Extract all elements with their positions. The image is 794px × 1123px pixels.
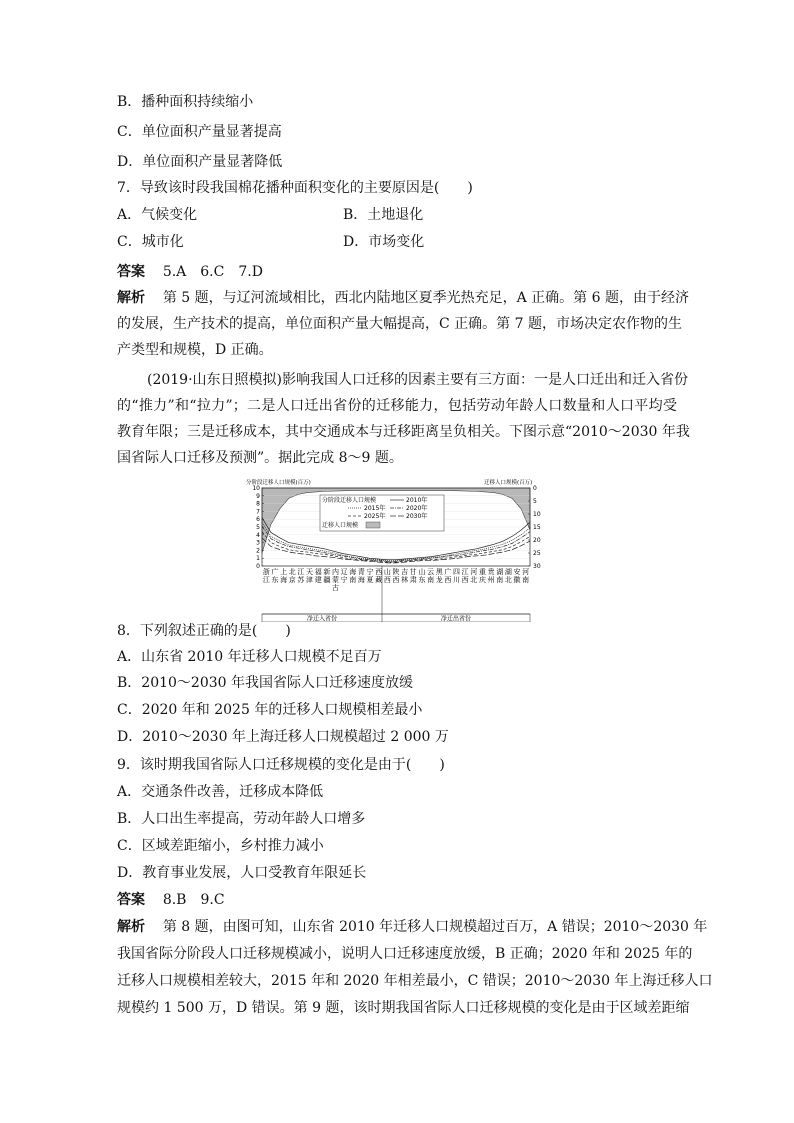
q8-option-a: A．山东省 2010 年迁移人口规模不足百万: [117, 649, 382, 665]
category-label-top: 北: [288, 568, 296, 576]
category-label-top: 云: [427, 568, 435, 576]
q8-option-d: D．2010～2030 年上海迁移人口规模超过 2 000 万: [117, 729, 449, 745]
category-label-bottom: 川: [453, 576, 461, 584]
q6-option-d: D．单位面积产量显著降低: [117, 154, 283, 170]
category-label-top: 青: [357, 568, 365, 576]
legend-2010: 2010年: [406, 497, 428, 504]
category-label-bottom: 藏: [375, 576, 383, 584]
category-label-top: 山: [418, 568, 426, 576]
q8-option-b: B．2010～2030 年我国省际人口迁移速度放缓: [117, 675, 413, 691]
right-tick-label: 0: [533, 485, 537, 492]
q7-option-c: C．城市化: [117, 234, 184, 250]
category-label-bottom: 苏: [297, 576, 305, 584]
analysis-2-line-4: 规模约 1 500 万，D 错误。第 9 题，该时期我国省际人口迁移规模的变化是由于区域差距缩: [117, 1000, 690, 1016]
left-tick-label: 10: [252, 485, 260, 492]
q7-stem: 7．导致该时段我国棉花播种面积变化的主要原因是( ): [117, 180, 473, 196]
category-label-bottom: 南: [427, 576, 435, 584]
category-label-bottom: 江: [262, 576, 270, 584]
category-label-top: 重: [478, 568, 486, 576]
legend-scale: 迁移人口规模: [322, 522, 359, 529]
legend-2025: 2025年: [364, 513, 386, 520]
category-label-bottom: 疆: [323, 576, 331, 584]
category-label-top: 陕: [392, 568, 400, 576]
q9-option-d: D．教育事业发展，人口受教育年限延长: [117, 865, 367, 881]
category-label-bottom: 西: [392, 576, 400, 584]
category-label-bottom: 西: [444, 576, 452, 584]
left-tick-label: 8: [256, 500, 260, 508]
left-tick-label: 5: [256, 524, 260, 531]
category-label-top: 天: [306, 568, 314, 576]
answer-label-2: 答案: [117, 892, 145, 908]
category-label-top: 新: [323, 568, 331, 576]
category-label-top: 湖: [504, 568, 512, 576]
category-label-top: 江: [461, 568, 469, 576]
right-tick-label: 25: [533, 550, 541, 557]
category-label-bottom: 州: [487, 576, 495, 584]
left-tick-label: 0: [256, 563, 260, 570]
category-label-top: 黑: [435, 568, 443, 576]
analysis-label: 解析: [117, 290, 145, 306]
category-label-top: 江: [297, 568, 305, 576]
category-label-bottom: 建: [314, 576, 322, 584]
q8-option-c: C．2020 年和 2025 年的迁移人口规模相差最小: [117, 702, 423, 718]
category-label-top: 安: [513, 568, 521, 576]
right-tick-label: 15: [533, 524, 541, 531]
category-label-bottom: 徽: [513, 576, 521, 584]
category-label-bottom: 庆: [478, 576, 486, 584]
category-label-bottom: 南: [496, 576, 504, 584]
category-label-top: 河: [470, 568, 478, 576]
category-label-bottom: 西: [383, 576, 391, 584]
intro-line-4: 国省际人口迁移及预测”。据此完成 8～9 题。: [117, 450, 403, 466]
right-tick-label: 5: [533, 498, 537, 505]
q6-option-b: B．播种面积持续缩小: [117, 94, 254, 110]
category-label-top: 甘: [409, 568, 417, 576]
legend-2020: 2020年: [406, 505, 428, 512]
legend-title: 分阶段迁移人口规模: [322, 497, 377, 504]
q9-option-c: C．区域差距缩小，乡村推力减小: [117, 838, 324, 854]
migration-chart: [244, 478, 548, 622]
q7-option-a: A．气候变化: [117, 207, 198, 223]
analysis-label-2: 解析: [117, 919, 145, 935]
analysis-1-line-3: 产类型和规模，D 正确。: [117, 342, 273, 358]
category-label-top: 宁: [366, 568, 374, 576]
category-label-bottom: 林: [401, 576, 409, 584]
category-label-bottom: 东: [271, 576, 279, 584]
category-label-top: 湖: [496, 568, 504, 576]
category-label-top: 山: [383, 568, 391, 576]
category-label-bottom: 蒙: [331, 576, 339, 584]
group-label-out: 净迁出省份: [440, 615, 472, 622]
category-label-top: 内: [331, 568, 339, 576]
category-label-top: 海: [349, 568, 357, 576]
category-label-top: 四: [453, 568, 461, 576]
q7-option-b: B．土地退化: [343, 207, 424, 223]
right-tick-label: 30: [533, 563, 541, 570]
analysis-1-line-1: 解析 第 5 题，与辽河流域相比，西北内陆地区夏季光热充足，A 正确。第 6 题，由于经济: [117, 290, 689, 306]
legend: [320, 495, 444, 531]
left-tick-label: 2: [256, 547, 260, 555]
legend-2030: 2030年: [406, 513, 428, 520]
left-tick-label: 4: [256, 531, 260, 539]
category-label-bottom: 京: [288, 576, 296, 584]
category-label-top: 浙: [262, 568, 270, 576]
category-label-bottom: 海: [357, 576, 365, 584]
answer-text: 5.A 6.C 7.D: [162, 264, 263, 280]
right-tick-label: 10: [533, 511, 541, 518]
left-tick-label: 1: [256, 555, 260, 563]
series-2025: [262, 532, 530, 562]
category-label-bottom: 海: [280, 576, 288, 584]
category-label-bottom: 北: [504, 576, 512, 584]
category-label-bottom: 宁: [340, 576, 348, 584]
category-label-top: 西: [375, 568, 383, 576]
right-tick-label: 20: [533, 537, 541, 544]
category-label-bottom: 东: [418, 576, 426, 584]
analysis-2-line-2: 我国省际分阶段人口迁移规模减小，说明人口迁移速度放缓，B 正确；2020 年和 2025 年的: [117, 946, 693, 962]
answer-text-2: 8.B 9.C: [162, 892, 225, 908]
category-label-top: 吉: [401, 568, 409, 576]
category-label-top: 辽: [340, 568, 348, 576]
analysis-2-line-1: 解析 第 8 题，由图可知，山东省 2010 年迁移人口规模超过百万，A 错误；2010～2030 年: [117, 919, 708, 935]
series-2020: [262, 526, 530, 561]
category-label-bottom: 北: [470, 576, 478, 584]
q8-stem: 8．下列叙述正确的是( ): [117, 623, 291, 639]
analysis-1-line-2: 的发展，生产技术的提高，单位面积产量大幅提高，C 正确。第 7 题，市场决定农作物的生: [117, 316, 682, 332]
intro-line-3: 教育年限；三是迁移成本，其中交通成本与迁移距离呈负相关。下图示意“2010～2030 年我: [117, 424, 690, 440]
left-tick-label: 7: [256, 508, 260, 516]
category-label-bottom: 南: [349, 576, 357, 584]
answer-label: 答案: [117, 264, 145, 280]
category-label-bottom: 西: [461, 576, 469, 584]
category-label-bottom: 津: [306, 576, 314, 584]
category-label-top: 福: [314, 568, 322, 576]
category-label-top: 广: [271, 568, 279, 576]
intro-line-1: (2019·山东日照模拟)影响我国人口迁移的因素主要有三方面：一是人口迁出和迁入省份: [147, 372, 689, 388]
category-label-top: 河: [522, 568, 530, 576]
category-label-top: 广: [444, 568, 452, 576]
answer-2: [117, 890, 225, 910]
answer-1: [117, 262, 263, 282]
left-tick-label: 3: [256, 539, 260, 547]
right-axis-title: 迁移人口规模(百万): [484, 480, 533, 486]
analysis-2-line-3: 迁移人口规模相差较大，2015 年和 2020 年相差最小，C 错误；2010～2030 年上海迁移人口: [117, 973, 713, 989]
q7-option-d: D．市场变化: [343, 234, 425, 250]
category-label-third: 古: [331, 584, 339, 592]
intro-line-2: 的“推力”和“拉力”；二是人口迁出省份的迁移能力，包括劳动年龄人口数量和人口平均受: [117, 398, 677, 414]
left-tick-label: 6: [256, 516, 260, 524]
legend-2015: 2015年: [364, 505, 386, 512]
left-tick-label: 9: [256, 492, 260, 500]
category-labels: [263, 567, 529, 592]
q6-option-c: C．单位面积产量显著提高: [117, 124, 282, 140]
left-axis-title: 分阶段迁移人口规模(百万): [246, 480, 311, 486]
category-label-bottom: 南: [522, 576, 530, 584]
category-label-bottom: 肃: [409, 576, 417, 584]
q9-option-b: B．人口出生率提高，劳动年龄人口增多: [117, 811, 366, 827]
category-label-bottom: 龙: [435, 576, 443, 584]
category-label-top: 贵: [487, 568, 495, 576]
category-label-bottom: 夏: [366, 576, 374, 584]
q9-option-a: A．交通条件改善，迁移成本降低: [117, 784, 324, 800]
q9-stem: 9．该时期我国省际人口迁移规模的变化是由于( ): [117, 757, 445, 773]
group-label-in: 净迁入省份: [306, 615, 338, 622]
category-label-top: 上: [280, 568, 288, 576]
